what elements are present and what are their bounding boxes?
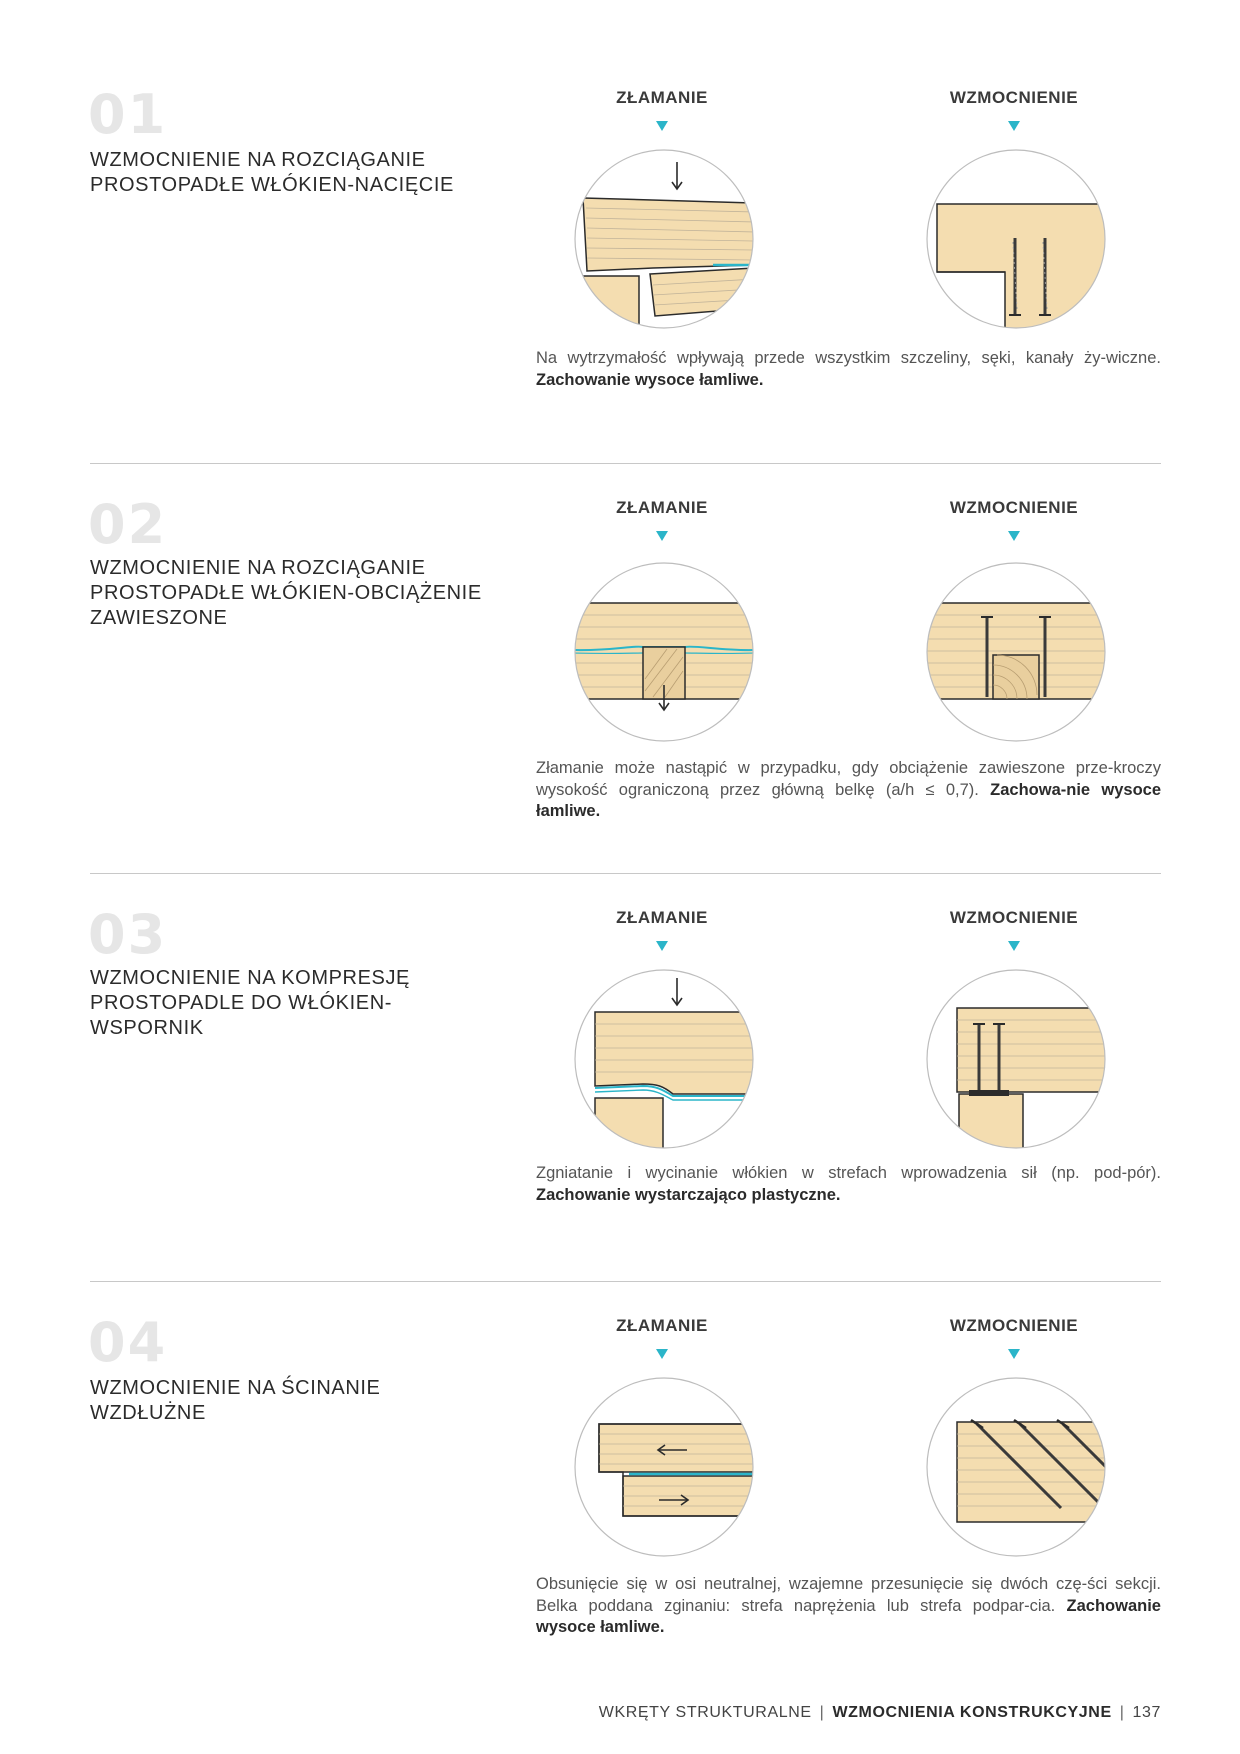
footer-separator: |	[819, 1704, 825, 1721]
break-diagram-04	[573, 1376, 755, 1558]
section-number: 01	[88, 83, 168, 146]
reinforce-diagram-03	[925, 968, 1107, 1150]
break-label: ZŁAMANIE	[616, 498, 708, 517]
break-label: ZŁAMANIE	[616, 908, 708, 927]
reinforce-arrow-marker	[1008, 941, 1020, 951]
section-title: WZMOCNIENIE NA ROZCIĄGANIE PROSTOPADŁE WŁÓKIEN-OBCIĄŻENIE ZAWIESZONE	[90, 557, 482, 629]
divider	[90, 873, 1161, 874]
section-description: Obsunięcie się w osi neutralnej, wzajemne przesunięcie się dwóch czę-ści sekcji. Belka poddana zginaniu: strefa naprężenia lub strefa podpar-cia. Zachowanie wysoce łamliwe.	[536, 1575, 1161, 1636]
break-label: ZŁAMANIE	[616, 88, 708, 107]
break-label: ZŁAMANIE	[616, 1316, 708, 1335]
page-footer	[599, 1704, 1161, 1722]
reinforce-label: WZMOCNIENIE	[949, 908, 1079, 927]
section-description: Na wytrzymałość wpływają przede wszystkim szczeliny, sęki, kanały ży-wiczne. Zachowanie wysoce łamliwe.	[536, 349, 1161, 389]
break-arrow-marker	[656, 121, 668, 131]
break-diagram-02	[573, 561, 755, 743]
reinforce-diagram-04	[925, 1376, 1107, 1558]
footer-catalog-title: WKRĘTY STRUKTURALNE	[598, 1704, 812, 1721]
break-diagram-03	[573, 968, 755, 1150]
break-arrow-marker	[656, 941, 668, 951]
footer-chapter-title: WZMOCNIENIA KONSTRUKCYJNE	[832, 1704, 1112, 1721]
section-number: 03	[88, 903, 168, 966]
reinforce-label: WZMOCNIENIE	[949, 1316, 1079, 1335]
break-arrow-marker	[656, 1349, 668, 1359]
reinforce-label: WZMOCNIENIE	[949, 88, 1079, 107]
section-number: 04	[88, 1311, 168, 1374]
divider	[90, 1281, 1161, 1282]
section-description: Złamanie może nastąpić w przypadku, gdy obciążenie zawieszone prze-kroczy wysokość ograniczoną przez główną belkę (a/h ≤ 0,7). Zachowa-nie wysoce łamliwe.	[536, 759, 1161, 820]
footer-separator: |	[1119, 1704, 1125, 1721]
reinforce-diagram-02	[925, 561, 1107, 743]
page-number: 137	[1132, 1704, 1161, 1721]
reinforce-arrow-marker	[1008, 531, 1020, 541]
break-arrow-marker	[656, 531, 668, 541]
section-title: WZMOCNIENIE NA ROZCIĄGANIE PROSTOPADŁE WŁÓKIEN-NACIĘCIE	[90, 149, 454, 196]
section-title: WZMOCNIENIE NA KOMPRESJĘ PROSTOPADLE DO WŁÓKIEN- WSPORNIK	[90, 967, 410, 1039]
section-description: Zgniatanie i wycinanie włókien w strefach wprowadzenia sił (np. pod-pór). Zachowanie wystarczająco plastyczne.	[536, 1164, 1161, 1204]
reinforce-label: WZMOCNIENIE	[949, 498, 1079, 517]
reinforce-arrow-marker	[1008, 121, 1020, 131]
break-diagram-01	[573, 148, 755, 330]
section-04	[0, 1311, 1240, 1716]
reinforce-arrow-marker	[1008, 1349, 1020, 1359]
section-03	[0, 903, 1240, 1308]
section-number: 02	[88, 493, 168, 556]
reinforce-diagram-01	[925, 148, 1107, 330]
section-01	[0, 83, 1240, 488]
section-02	[0, 493, 1240, 898]
section-title: WZMOCNIENIE NA ŚCINANIE WZDŁUŻNE	[90, 1377, 381, 1424]
divider	[90, 463, 1161, 464]
